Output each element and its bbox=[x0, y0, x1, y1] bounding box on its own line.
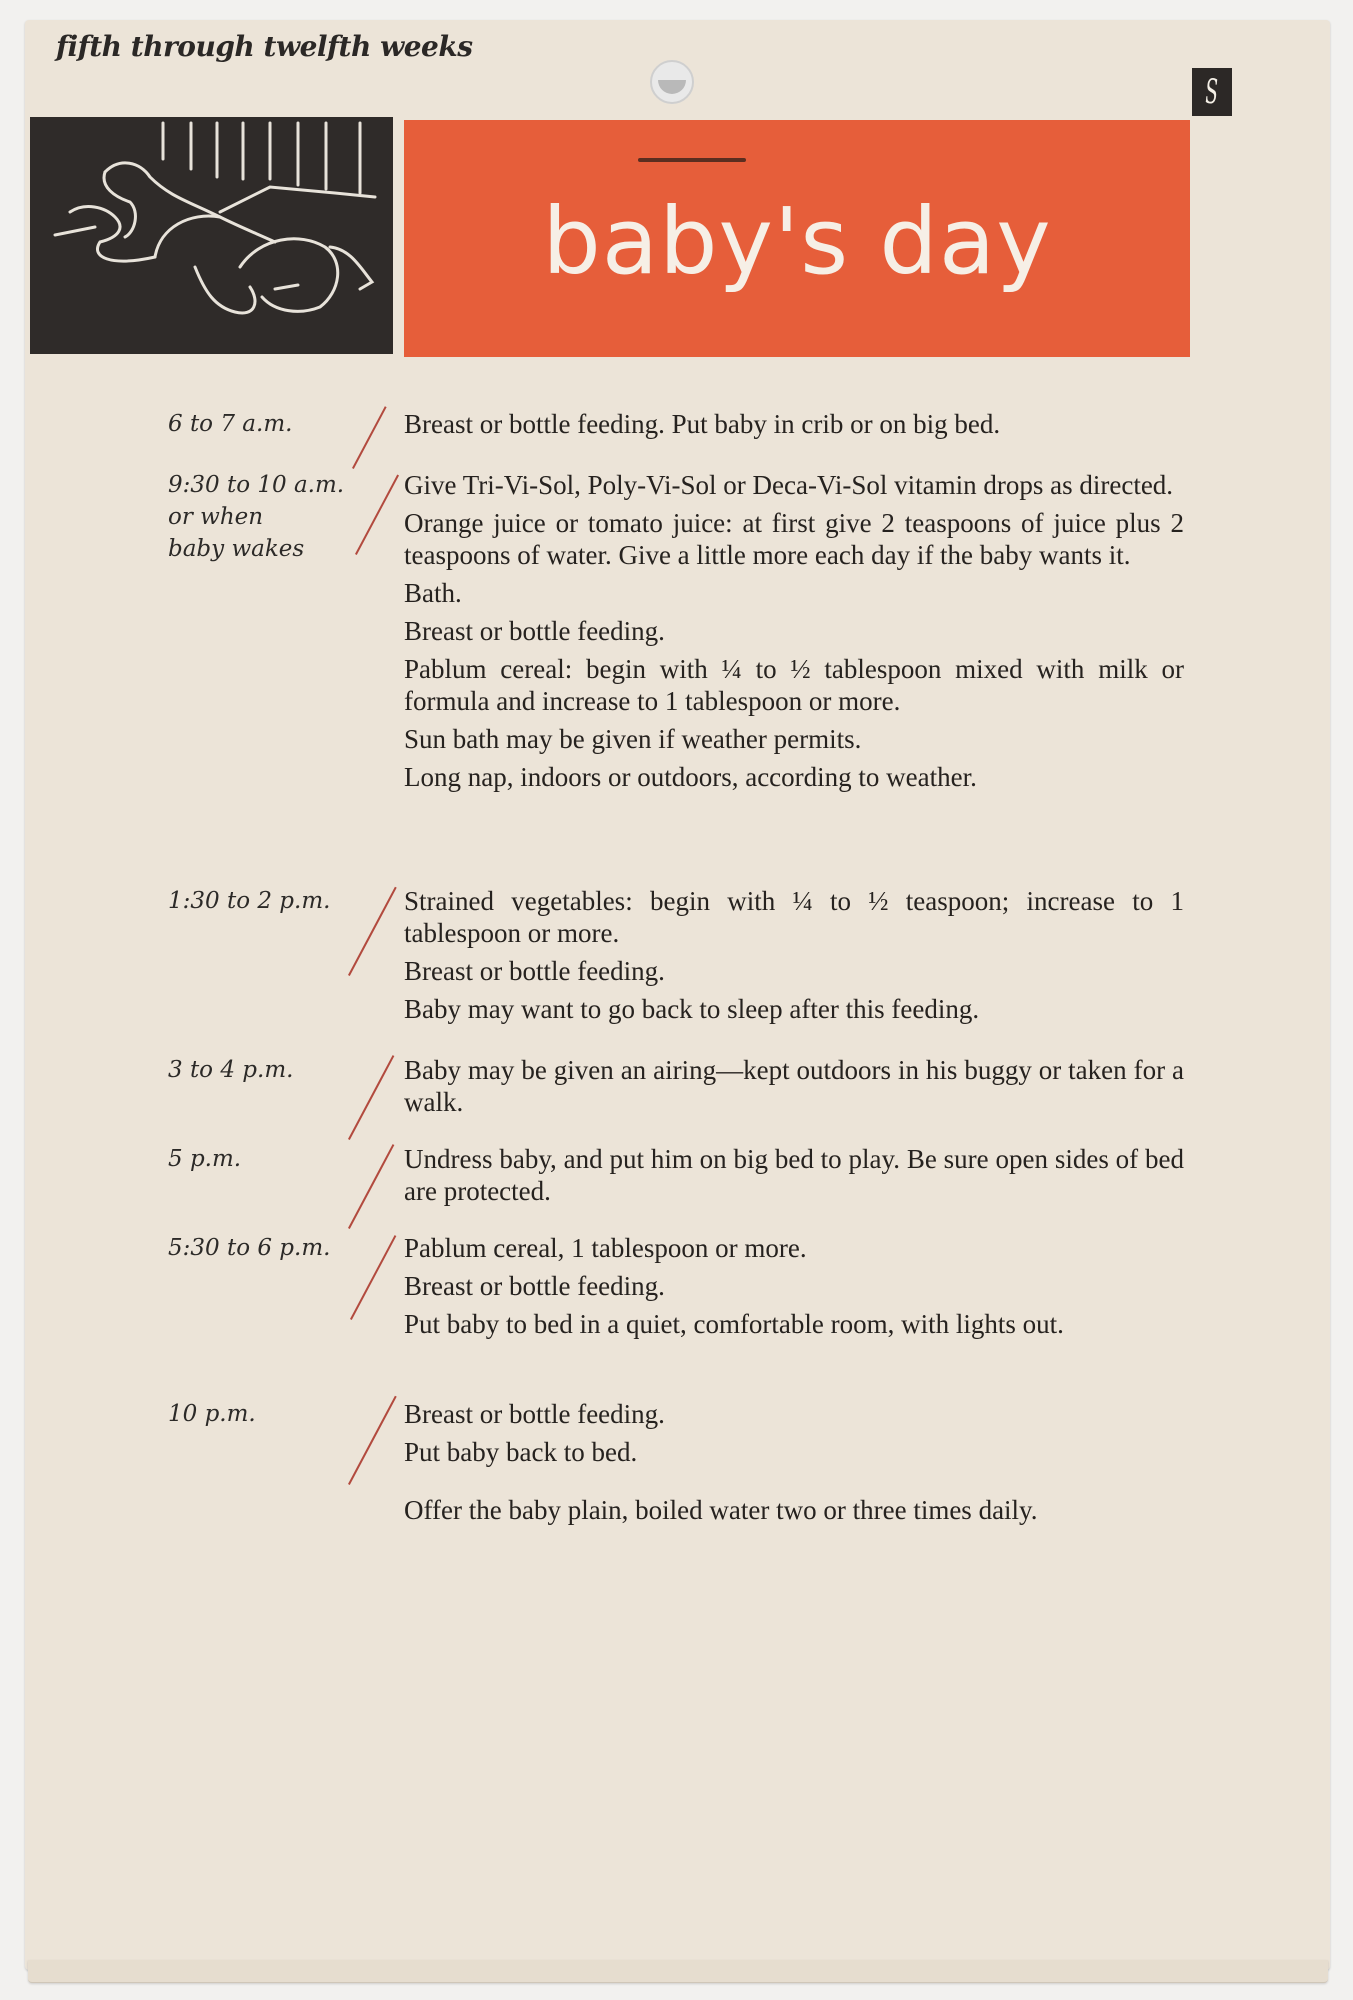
sleeping-baby-illustration bbox=[30, 117, 393, 354]
s-monogram-icon bbox=[1192, 68, 1232, 116]
schedule-entry: Breast or bottle feeding. bbox=[404, 956, 665, 986]
schedule-time bbox=[168, 1054, 293, 1086]
time-line: 10 p.m. bbox=[168, 1401, 256, 1427]
footnote: Offer the baby plain, boiled water two or three times daily. bbox=[404, 1495, 1038, 1525]
schedule-entries bbox=[404, 1054, 1184, 1124]
schedule-entries bbox=[404, 1398, 1184, 1474]
schedule-entries bbox=[404, 885, 1184, 1031]
schedule-time bbox=[168, 1143, 241, 1175]
schedule-entry: Give Tri-Vi-Sol, Poly-Vi-Sol or Deca-Vi-Sol vitamin drops as directed. bbox=[404, 470, 1174, 500]
schedule-time bbox=[168, 1232, 330, 1264]
schedule-entry: Pablum cereal: begin with ¼ to ½ tablespoon mixed with milk or formula and increase to 1 tablespoon or more. bbox=[404, 654, 1184, 716]
baby-crib-drawing bbox=[30, 117, 393, 354]
schedule-entries bbox=[404, 469, 1184, 799]
schedule-time bbox=[168, 885, 330, 917]
schedule-entry: Bath. bbox=[404, 578, 462, 608]
schedule-entry: Breast or bottle feeding. bbox=[404, 616, 665, 646]
schedule-entry: Pablum cereal, 1 tablespoon or more. bbox=[404, 1233, 807, 1263]
schedule-entry: Undress baby, and put him on big bed to play. Be sure open sides of bed are protected. bbox=[404, 1144, 1184, 1206]
schedule-entry: Breast or bottle feeding. bbox=[404, 1399, 665, 1429]
schedule-time bbox=[168, 1398, 256, 1430]
time-line: 3 to 4 p.m. bbox=[168, 1057, 294, 1083]
schedule-entry: Breast or bottle feeding. bbox=[404, 1271, 665, 1301]
time-line: 6 to 7 a.m. bbox=[168, 411, 293, 437]
time-line: 9:30 to 10 a.m. bbox=[168, 472, 345, 498]
schedule-entry: Orange juice or tomato juice: at first give 2 teaspoons of juice plus 2 teaspoons of water. Give a little more each day if the baby wants it. bbox=[404, 508, 1184, 570]
schedule-entries bbox=[404, 408, 1184, 446]
paper-sheet-underneath bbox=[28, 1960, 1328, 1983]
schedule-entries bbox=[404, 1232, 1184, 1346]
schedule-entry: Long nap, indoors or outdoors, according to weather. bbox=[404, 762, 977, 792]
page-subtitle: fifth through twelfth weeks bbox=[56, 30, 473, 63]
schedule-time bbox=[168, 408, 292, 440]
schedule-time bbox=[168, 469, 344, 565]
logo-letter: S bbox=[1205, 72, 1219, 112]
schedule-entry: Put baby to bed in a quiet, comfortable room, with lights out. bbox=[404, 1309, 1064, 1339]
time-line: 5 p.m. bbox=[168, 1146, 242, 1172]
time-line: or when bbox=[168, 504, 264, 530]
punch-hole bbox=[650, 60, 694, 104]
schedule-entry: Breast or bottle feeding. Put baby in crib or on big bed. bbox=[404, 409, 1001, 439]
time-line: 5:30 to 6 p.m. bbox=[168, 1235, 331, 1261]
schedule-entry: Put baby back to bed. bbox=[404, 1437, 638, 1467]
schedule-entry: Sun bath may be given if weather permits. bbox=[404, 724, 862, 754]
time-line: 1:30 to 2 p.m. bbox=[168, 888, 331, 914]
schedule-entry: Baby may be given an airing—kept outdoors in his buggy or taken for a walk. bbox=[404, 1055, 1184, 1117]
title-banner bbox=[404, 120, 1190, 357]
schedule-entry: Strained vegetables: begin with ¼ to ½ teaspoon; increase to 1 tablespoon or more. bbox=[404, 886, 1184, 948]
schedule-entries bbox=[404, 1143, 1184, 1213]
time-line: baby wakes bbox=[168, 536, 305, 562]
page-title: baby's day bbox=[542, 188, 1052, 295]
staple bbox=[638, 158, 746, 162]
schedule-entry: Baby may want to go back to sleep after this feeding. bbox=[404, 994, 980, 1024]
